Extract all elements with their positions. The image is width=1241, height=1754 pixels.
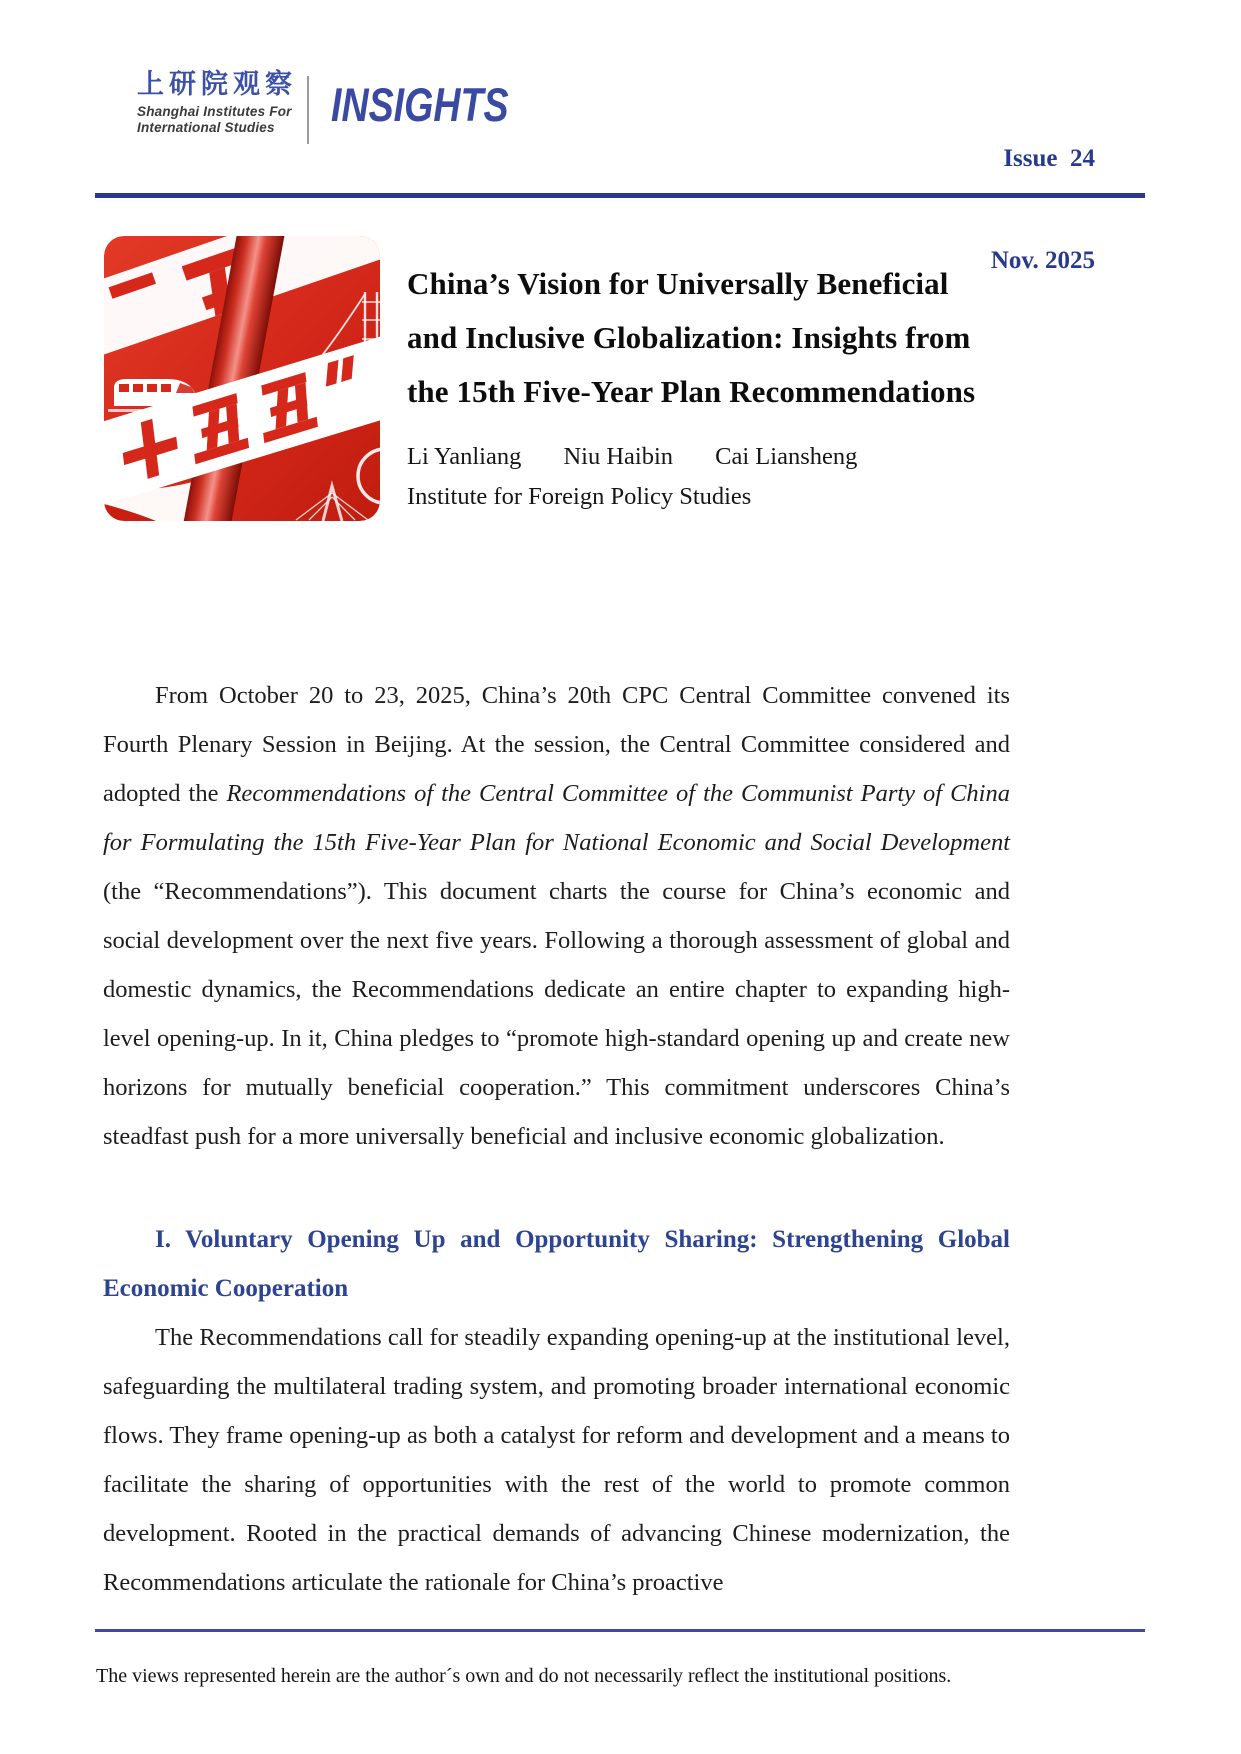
author-list	[407, 441, 857, 473]
logo-english-line1: Shanghai Institutes For	[137, 104, 292, 119]
logo-chinese-text: 上研院观察	[137, 69, 297, 100]
footer-rule	[95, 1629, 1145, 1632]
paragraph-2: The Recommendations call for steadily expanding opening-up at the institutional level, safeguarding the multilateral trading system, and promoting broader international economic flows. They frame opening-up as both a catalyst for reform and development and a means to facilitate the sharing of opportunities with the rest of the world to promote common development. Rooted in the practical demands of advancing Chinese modernization, the Recommendations articulate the rationale for China’s proactive	[103, 1324, 1010, 1596]
author-2: Niu Haibin	[563, 443, 674, 470]
cover-top-fragment	[104, 236, 105, 237]
paragraph-1	[103, 671, 1010, 1161]
logo-divider	[307, 76, 309, 144]
institute-logo	[137, 70, 297, 136]
issue-number: Issue 24	[1003, 145, 1095, 172]
title-line-3: the 15th Five-Year Plan Recommendations	[407, 374, 976, 409]
author-affiliation: Institute for Foreign Policy Studies	[407, 483, 752, 510]
paragraph-1-segment-1: From October 20 to 23, 2025, China’s 20th CPC Central Committee convened its Fourth Plenary Session in Beijing. At the session, the Central Committee considered and adopted the	[103, 682, 1010, 807]
header-rule	[95, 193, 1145, 198]
issue-date: Nov. 2025	[990, 247, 1095, 274]
title-line-1: China’s Vision for Universally Beneficial	[407, 266, 949, 301]
logo-english-line2: International Studies	[137, 120, 275, 135]
logo-english-text	[137, 104, 297, 136]
disclaimer-text: The views represented herein are the author´s own and do not necessarily reflect the institutional positions.	[96, 1665, 952, 1687]
masthead-title: INSIGHTS	[331, 78, 509, 131]
author-1: Li Yanliang	[407, 443, 522, 470]
cover-banner-text	[104, 236, 105, 237]
cover-banner-quote	[104, 236, 105, 237]
title-line-2: and Inclusive Globalization: Insights from	[407, 320, 971, 355]
author-3: Cai Liansheng	[715, 443, 858, 470]
cover-art-svg	[104, 236, 380, 521]
cover-art	[104, 236, 380, 521]
paragraph-1-segment-3: (the “Recommendations”). This document charts the course for China’s economic and social development over the next five years. Following a thorough assessment of global and domestic dynamics, the Recommendations dedicate an entire chapter to expanding high-level opening-up. In it, China pledges to “promote high-standard opening up and create new horizons for mutually beneficial cooperation.” This commitment underscores China’s steadfast push for a more universally beneficial and inclusive economic globalization.	[103, 878, 1010, 1150]
article-body	[103, 671, 1010, 1607]
section-1-heading: I. Voluntary Opening Up and Opportunity Sharing: Strengthening Global Economic Cooperation	[103, 1226, 1010, 1302]
paragraph-1-document-title: Recommendations of the Central Committee of the Communist Party of China for Formulating the 15th Five-Year Plan for National Economic and Social Development	[103, 780, 1010, 856]
article-title	[407, 257, 1047, 419]
